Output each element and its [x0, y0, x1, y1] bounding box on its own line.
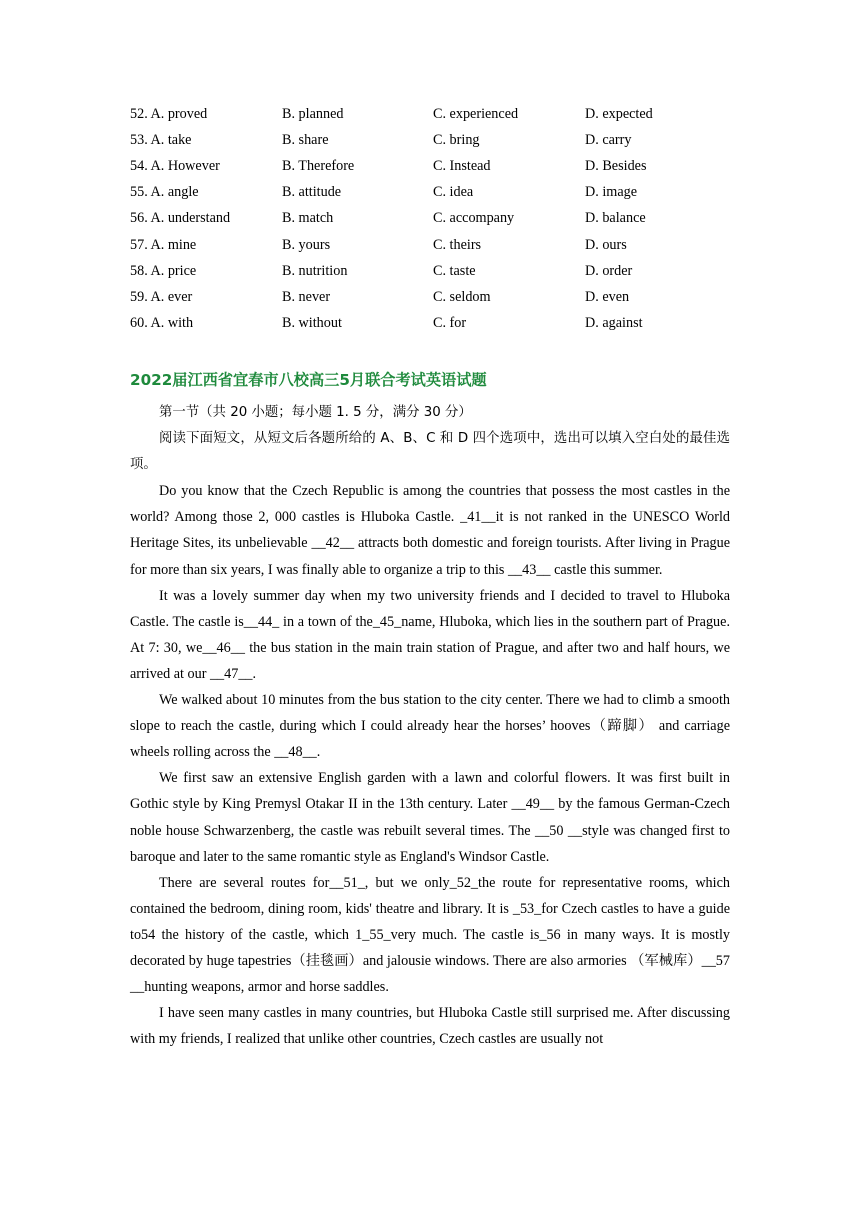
option-row-55 — [130, 180, 770, 206]
option-c: C. experienced — [433, 105, 519, 122]
option-row-57 — [130, 232, 770, 258]
option-b: B. attitude — [282, 184, 342, 201]
exam-title: 2022届江西省宜春市八校高三5月联合考试英语试题 — [130, 371, 487, 389]
option-d: D. order — [585, 262, 633, 279]
option-a: 60. A. with — [130, 315, 194, 332]
option-a: 55. A. angle — [130, 184, 199, 201]
option-d: D. expected — [585, 105, 653, 122]
paragraph: It was a lovely summer day when my two university friends and I decided to travel to Hluboka Castle. The castle is__44_ in a town of the_45_name, Hluboka, which lies in the southern part of Prague. At 7: 30, we__46__ the bus station in the main train station of Prague, and after two and half hours, we arrived at our __47__. — [130, 587, 730, 682]
option-d: D. Besides — [585, 157, 647, 174]
option-row-59 — [130, 284, 770, 310]
option-c: C. idea — [433, 184, 474, 201]
option-b: B. never — [282, 288, 331, 305]
option-c: C. theirs — [433, 236, 482, 253]
passage — [130, 400, 730, 1052]
option-c: C. accompany — [433, 210, 515, 227]
option-row-53 — [130, 127, 770, 153]
option-a: 57. A. mine — [130, 236, 197, 253]
option-d: D. carry — [585, 131, 632, 148]
section-line: 第一节（共 20 小题；每小题 1. 5 分，满分 30 分） — [159, 405, 472, 420]
option-row-60 — [130, 311, 770, 337]
option-c: C. taste — [433, 262, 476, 279]
paragraph: We first saw an extensive English garden with a lawn and colorful flowers. It was first built in Gothic style by King Premysl Otakar II in the 13th century. Later __49__ by the famous German-Czech noble house Schwarzenberg, the castle was rebuilt several times. The __50 __style was changed first to baroque and later to the same romantic style as England's Windsor Castle. — [130, 770, 730, 865]
option-c: C. for — [433, 315, 467, 332]
option-c: C. seldom — [433, 288, 491, 305]
option-row-56 — [130, 206, 770, 232]
option-b: B. without — [282, 315, 342, 332]
option-d: D. ours — [585, 236, 627, 253]
option-d: D. balance — [585, 210, 646, 227]
option-c: C. bring — [433, 131, 480, 148]
option-d: D. image — [585, 184, 638, 201]
option-b: B. yours — [282, 236, 331, 253]
paragraph: There are several routes for__51_, but we only_52_the route for representative rooms, which contained the bedroom, dining room, kids' theatre and library. It is _53_for Czech castles to have a guide to54 the history of the castle, which 1_55_very much. The castle is_56 in many ways. It is mostly decorated by huge tapestries（挂毯画）and jalousie windows. There are also armories （军械库）__57 __hunting weapons, armor and horse saddles. — [130, 874, 730, 996]
option-a: 56. A. understand — [130, 210, 231, 227]
option-row-54 — [130, 153, 770, 179]
option-a: 54. A. However — [130, 157, 220, 174]
paragraph: I have seen many castles in many countries, but Hluboka Castle still surprised me. After discussing with my friends, I realized that unlike other countries, Czech castles are usually not — [130, 1005, 730, 1048]
option-c: C. Instead — [433, 157, 491, 174]
option-a: 58. A. price — [130, 262, 197, 279]
option-b: B. nutrition — [282, 262, 348, 279]
paragraph: Do you know that the Czech Republic is among the countries that possess the most castles in the world? Among those 2, 000 castles is Hluboka Castle. _41__it is not ranked in the UNESCO World Heritage Sites, its unbelievable __42__ attracts both domestic and foreign tourists. After living in Prague for more than six years, I was finally able to organize a trip to this __43__ castle this summer. — [130, 483, 730, 578]
option-a: 52. A. proved — [130, 105, 208, 122]
option-b: B. share — [282, 131, 329, 148]
paragraph: We walked about 10 minutes from the bus station to the city center. There we had to climb a smooth slope to reach the castle, during which I could already hear the horses’ hooves（蹄脚） and carriage wheels rolling across the __48__. — [130, 692, 730, 761]
instruction: 阅读下面短文，从短文后各题所给的 A、B、C 和 D 四个选项中，选出可以填入空白处的最佳选项。 — [130, 431, 730, 473]
option-d: D. even — [585, 288, 630, 305]
option-b: B. planned — [282, 105, 344, 122]
option-d: D. against — [585, 315, 643, 332]
answer-options-table — [130, 101, 770, 337]
option-a: 53. A. take — [130, 131, 192, 148]
option-row-58 — [130, 258, 770, 284]
option-a: 59. A. ever — [130, 288, 193, 305]
option-row-52 — [130, 101, 770, 127]
option-b: B. match — [282, 210, 334, 227]
option-b: B. Therefore — [282, 157, 355, 174]
